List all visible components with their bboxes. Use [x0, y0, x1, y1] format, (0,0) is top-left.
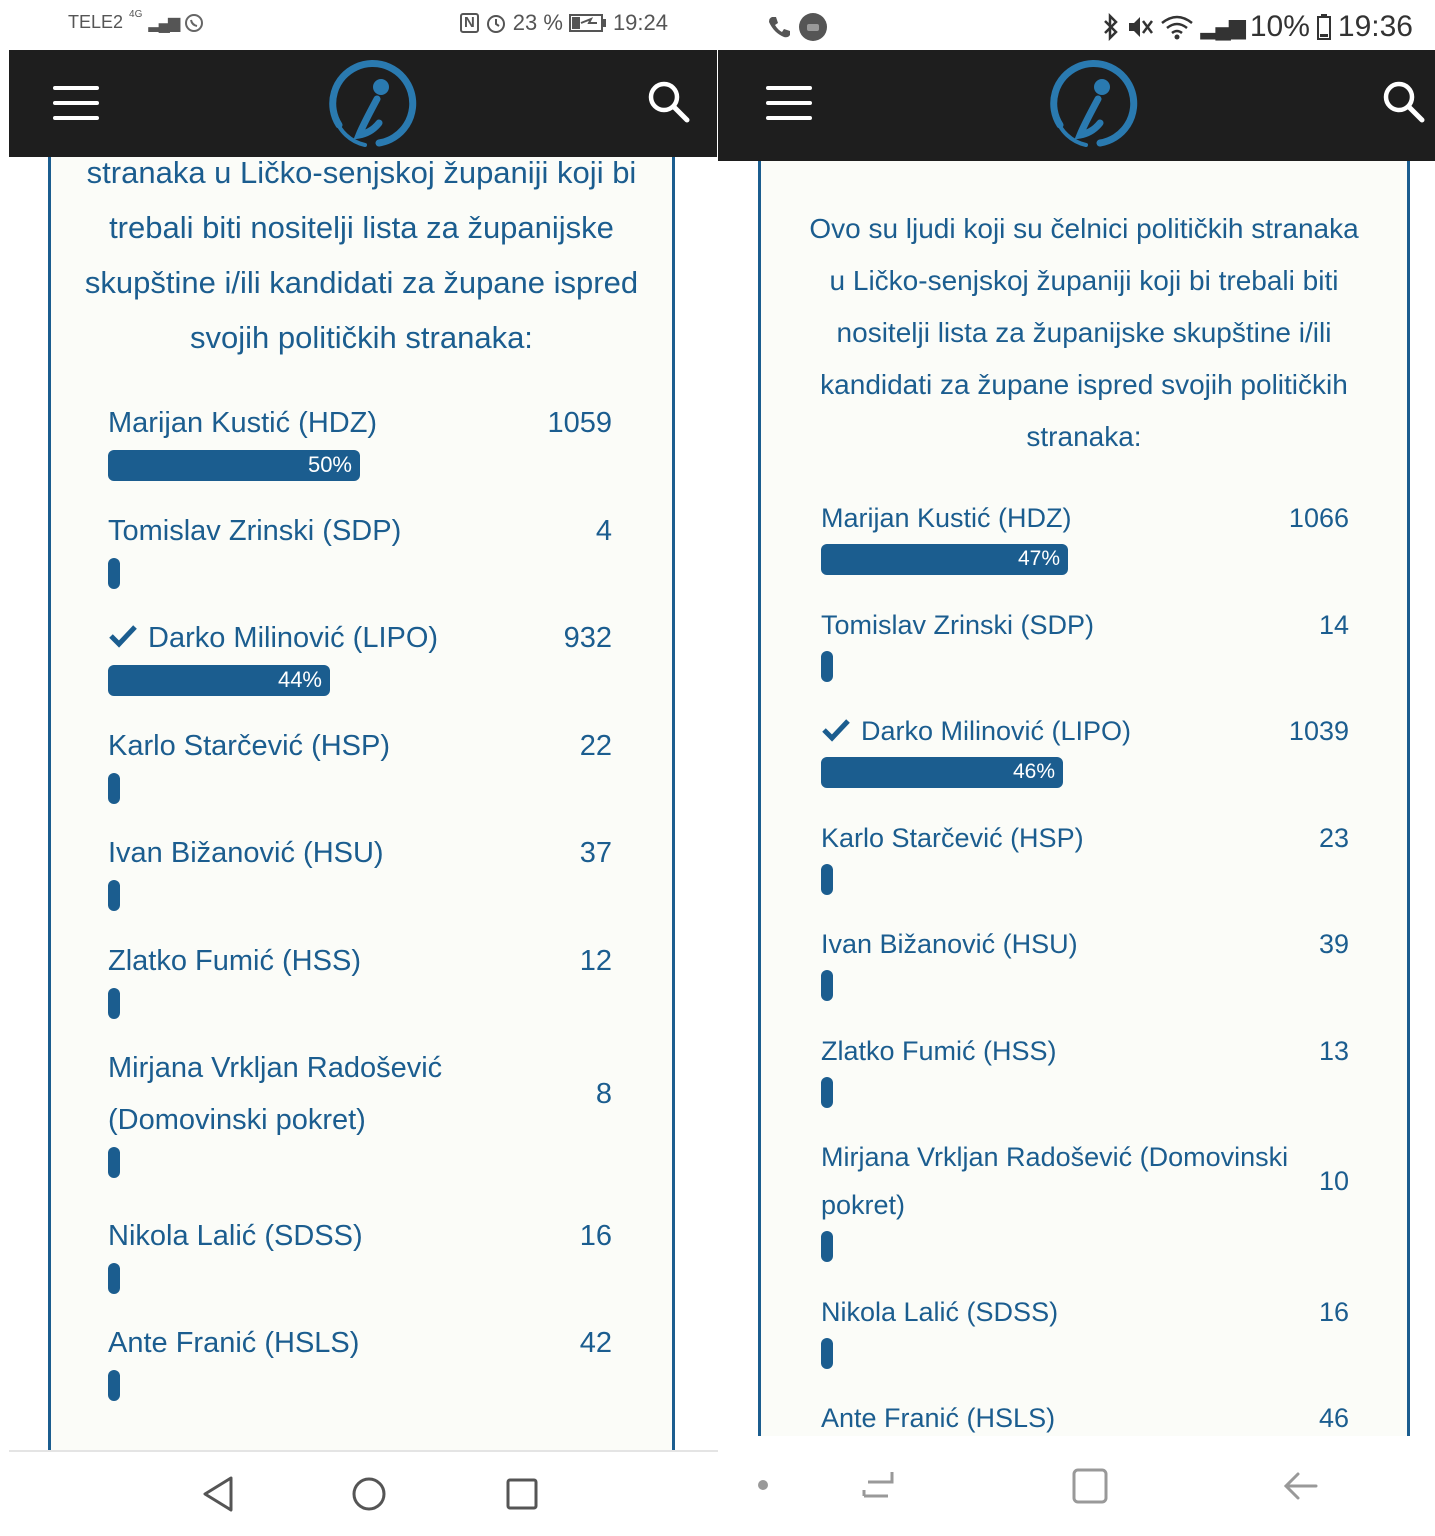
option-name-text: Darko Milinović (LIPO) [148, 622, 439, 654]
option-result-bar [108, 1370, 120, 1401]
wifi-icon [1160, 13, 1194, 41]
poll-panel [758, 161, 1410, 1436]
option-votes: 16 [1318, 1296, 1349, 1327]
option-name [108, 945, 361, 978]
option-name [821, 823, 1084, 854]
option-name-line2: (Domovinski pokret) [108, 1104, 366, 1136]
option-name-text: Darko Milinović (LIPO) [861, 716, 1132, 746]
signal-icon: ▂▄▆ [148, 14, 179, 32]
clock: 19:36 [1337, 10, 1413, 43]
alarm-icon [485, 12, 507, 34]
option-votes: 39 [1318, 929, 1349, 959]
app-bar [718, 50, 1435, 161]
option-name-text: Mirjana Vrkljan Radošević [108, 1052, 443, 1084]
option-name [821, 1403, 1055, 1434]
menu-icon[interactable] [53, 86, 99, 120]
signal-icon: ▂▄▆ [1200, 14, 1244, 39]
option-name-text: Tomislav Zrinski (SDP) [821, 609, 1095, 640]
poll-panel [48, 157, 675, 1450]
nfc-icon: N [460, 13, 479, 33]
option-name-text: Karlo Starčević (HSP) [821, 822, 1084, 853]
option-votes: 1039 [1288, 716, 1349, 746]
option-result-bar [821, 1338, 833, 1369]
home-icon[interactable] [1070, 1466, 1110, 1506]
poll-intro-text: stranaka u Ličko-senjskoj županiji koji bi trebali biti nositelji lista za županijske skupštine i/ili kandidati za župane ispred svojih političkih stranaka: [84, 157, 639, 355]
option-name-text: Zlatko Fumić (HSS) [108, 944, 361, 977]
option-votes: 14 [1318, 609, 1349, 640]
option-name [108, 1220, 363, 1253]
right-phone-screenshot [718, 0, 1435, 1536]
option-votes: 23 [1318, 822, 1349, 853]
option-result-bar [108, 773, 120, 804]
option-votes: 37 [579, 837, 612, 869]
status-left [68, 9, 204, 33]
battery-icon [569, 13, 607, 33]
option-percent: 44% [277, 667, 322, 692]
option-name-text: Ante Franić (HSLS) [108, 1327, 360, 1359]
navigation-bar [9, 1450, 718, 1536]
option-result-bar [821, 651, 833, 682]
battery-percent: 10% [1249, 10, 1310, 43]
status-bar [0, 0, 718, 50]
check-icon [821, 715, 851, 745]
option-name [108, 407, 377, 440]
option-result-bar [108, 450, 360, 481]
battery-icon [1316, 13, 1332, 41]
back-icon[interactable] [199, 1474, 239, 1514]
whatsapp-icon [184, 13, 204, 33]
option-result-bar [821, 544, 1068, 575]
option-name-text: Marijan Kustić (HDZ) [108, 407, 378, 439]
option-name-text: Nikola Lalić (SDSS) [821, 1296, 1059, 1327]
status-left [766, 12, 828, 42]
option-votes: 13 [1318, 1035, 1349, 1066]
network-label: 4G [129, 9, 143, 20]
menu-icon[interactable] [766, 86, 812, 120]
clock: 19:24 [612, 10, 668, 35]
site-logo-icon[interactable] [1040, 55, 1140, 155]
option-name [821, 1036, 1057, 1067]
option-votes: 1059 [547, 407, 612, 439]
option-votes: 46 [1318, 1403, 1349, 1433]
option-name-text: Ante Franić (HSLS) [821, 1403, 1056, 1433]
option-name-text: Zlatko Fumić (HSS) [821, 1035, 1057, 1066]
option-percent: 50% [307, 452, 352, 477]
status-right [460, 10, 668, 36]
option-name [821, 503, 1072, 534]
option-votes: 932 [563, 622, 612, 654]
back-icon[interactable] [1280, 1466, 1320, 1506]
option-name [108, 515, 401, 548]
option-name-text: Karlo Starčević (HSP) [108, 729, 391, 762]
option-name-text: Nikola Lalić (SDSS) [108, 1219, 363, 1252]
bluetooth-icon [1102, 13, 1120, 41]
status-bar [718, 0, 1435, 50]
option-name-text: Marijan Kustić (HDZ) [821, 503, 1072, 533]
option-votes: 10 [1318, 1166, 1349, 1196]
option-result-bar [108, 558, 120, 589]
option-result-bar [821, 864, 833, 895]
option-votes: 22 [579, 729, 612, 762]
mute-icon [1126, 13, 1154, 41]
option-result-bar [108, 1147, 120, 1178]
option-name [821, 1142, 1288, 1173]
option-name-text: Ivan Bižanović (HSU) [108, 837, 384, 869]
carrier-label: TELE2 [68, 12, 124, 32]
option-votes: 4 [595, 514, 612, 547]
option-votes: 8 [595, 1078, 612, 1110]
option-result-bar [108, 988, 120, 1019]
option-name [821, 716, 1131, 747]
option-name [108, 730, 390, 763]
chat-head-icon [798, 12, 828, 42]
option-result-bar [821, 970, 833, 1001]
option-percent: 46% [1012, 760, 1055, 783]
option-result-bar [821, 1077, 833, 1108]
option-result-bar [108, 665, 330, 696]
option-name-text: Tomislav Zrinski (SDP) [108, 514, 402, 547]
option-result-bar [821, 757, 1063, 788]
status-right [1102, 10, 1413, 44]
navigation-bar [718, 1436, 1435, 1536]
search-icon[interactable] [1382, 80, 1426, 124]
phone-call-icon [766, 14, 792, 40]
dot-indicator-icon [756, 1478, 770, 1492]
search-icon[interactable] [647, 80, 691, 124]
poll-intro-text: Ovo su ljudi koji su čelnici političkih stranaka u Ličko-senjskoj županiji koji bi trebali biti nositelji lista za županijske skupštine i/ili kandidati za župane ispred svojih političkih stranaka: [809, 213, 1359, 452]
app-bar [9, 50, 717, 157]
recents-icon[interactable] [502, 1474, 542, 1514]
recents-icon[interactable] [860, 1466, 900, 1506]
option-name-line2: pokret) [821, 1190, 906, 1220]
option-votes: 16 [579, 1219, 612, 1252]
option-name [108, 1052, 442, 1085]
option-name [108, 837, 384, 870]
option-name-text: Mirjana Vrkljan Radošević (Domovinski [821, 1142, 1289, 1172]
option-name-text: Ivan Bižanović (HSU) [821, 929, 1078, 959]
option-votes: 1066 [1288, 503, 1349, 533]
option-result-bar [821, 1231, 833, 1262]
option-name [821, 929, 1078, 960]
check-icon [108, 621, 138, 651]
option-votes: 42 [579, 1327, 612, 1359]
option-percent: 47% [1017, 547, 1060, 570]
option-result-bar [108, 880, 120, 911]
option-name [821, 610, 1094, 641]
option-result-bar [108, 1263, 120, 1294]
option-votes: 12 [579, 944, 612, 977]
option-name [821, 1297, 1058, 1328]
battery-percent: 23 % [512, 10, 563, 35]
option-name [108, 1327, 359, 1360]
option-name [108, 622, 438, 655]
site-logo-icon[interactable] [319, 55, 419, 155]
home-icon[interactable] [349, 1474, 389, 1514]
